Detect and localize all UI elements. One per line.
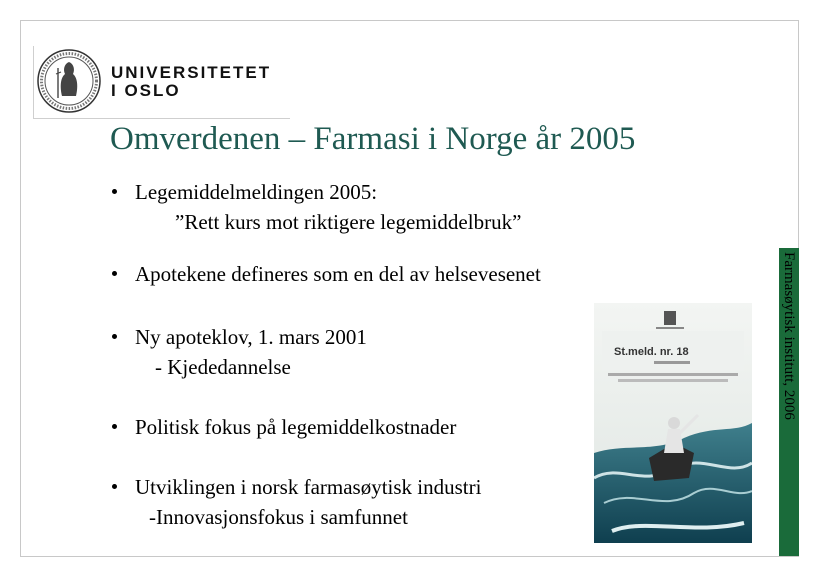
bullet-text: Apotekene defineres som en del av helsevesenet xyxy=(135,262,541,286)
report-cover-illustration xyxy=(594,303,752,543)
bullet-subtext: - Kjededannelse xyxy=(155,355,291,379)
bullet-text: Utviklingen i norsk farmasøytisk industri xyxy=(135,475,482,499)
report-heading: St.meld. nr. 18 xyxy=(614,346,689,358)
bullet-dot-icon xyxy=(112,271,117,276)
university-seal-icon xyxy=(36,48,102,114)
bullet-subtext: -Innovasjonsfokus i samfunnet xyxy=(149,505,408,529)
bullet-text: Politisk fokus på legemiddelkostnader xyxy=(135,415,457,439)
bullet-dot-icon xyxy=(112,189,117,194)
bullet-dot-icon xyxy=(112,334,117,339)
university-name-line2: I OSLO xyxy=(111,81,181,100)
bullet-subtext: ”Rett kurs mot riktigere legemiddelbruk” xyxy=(175,210,522,234)
bullet-text: Ny apoteklov, 1. mars 2001 xyxy=(135,325,367,349)
report-cover-image xyxy=(594,303,752,543)
slide-title: Omverdenen – Farmasi i Norge år 2005 xyxy=(110,121,636,157)
bullet-dot-icon xyxy=(112,424,117,429)
side-institute-label: Farmasøytisk institutt, 2006 xyxy=(781,252,797,420)
university-name-line1: UNIVERSITETET xyxy=(111,63,272,82)
bullet-text: Legemiddelmeldingen 2005: xyxy=(135,180,378,204)
bullet-dot-icon xyxy=(112,484,117,489)
university-name xyxy=(111,64,271,100)
